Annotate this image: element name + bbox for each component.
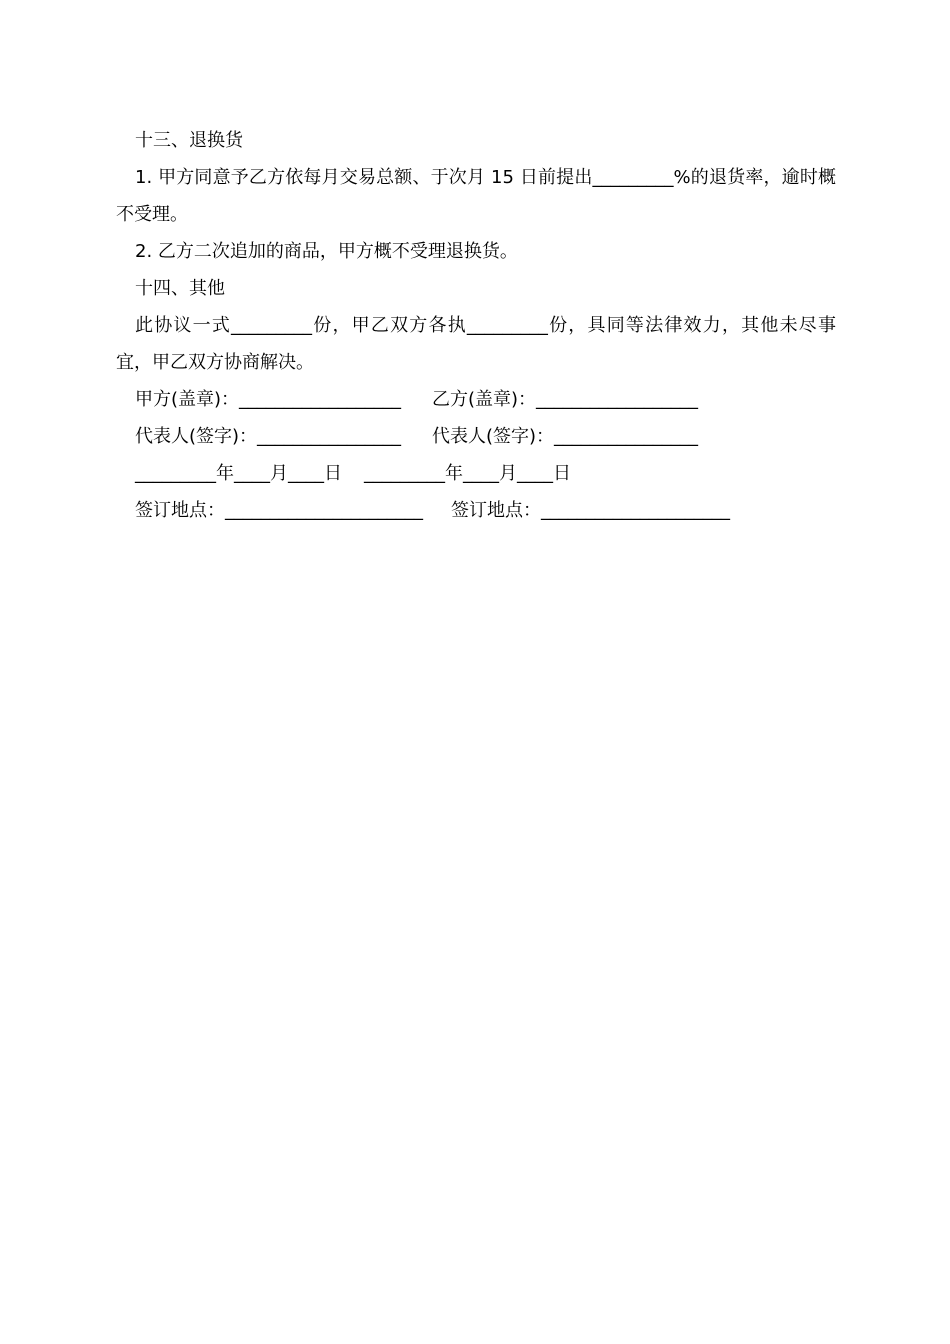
date-row <box>116 455 836 492</box>
party-a-seal-field: 甲方(盖章)：__________________ <box>135 389 402 410</box>
party-a-representative-field: 代表人(签字)：________________ <box>135 426 402 447</box>
party-a-date-field: _________年____月____日 <box>135 463 342 484</box>
party-b-signing-place-field: 签订地点：_____________________ <box>451 500 730 521</box>
party-a-signing-place-field: 签订地点：______________________ <box>135 500 423 521</box>
document-body <box>116 122 836 529</box>
party-b-seal-field: 乙方(盖章)：__________________ <box>432 389 699 410</box>
signing-place-row <box>116 492 836 529</box>
section-14-body: 此协议一式_________份，甲乙双方各执_________份，具同等法律效力，其他未尽事宜，甲乙双方协商解决。 <box>116 315 836 373</box>
section-13-item-1: 1. 甲方同意予乙方依每月交易总额、于次月 15 日前提出_________%的退货率，逾时概不受理。 <box>116 167 836 225</box>
section-14-heading: 十四、其他 <box>135 278 225 299</box>
representative-row <box>116 418 836 455</box>
party-b-representative-field: 代表人(签字)：________________ <box>432 426 699 447</box>
section-13-heading: 十三、退换货 <box>135 130 243 151</box>
section-13-item-2: 2. 乙方二次追加的商品，甲方概不受理退换货。 <box>135 241 518 262</box>
party-b-date-field: _________年____月____日 <box>364 463 571 484</box>
seal-row <box>116 381 836 418</box>
